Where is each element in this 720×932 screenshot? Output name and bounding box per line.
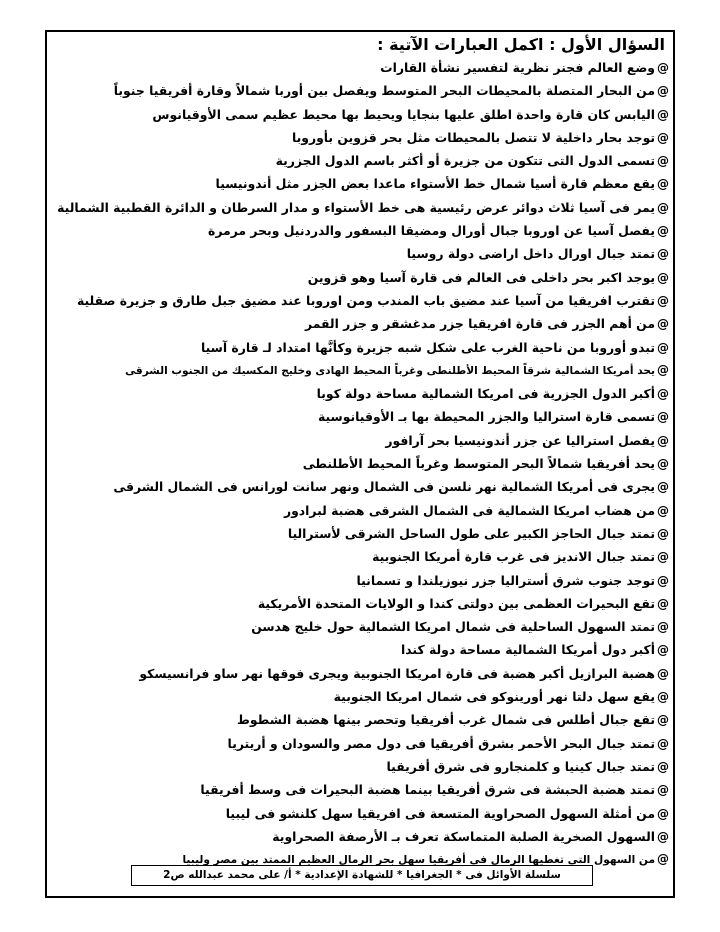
statement-text: يوجد اكبر بحر داخلى فى العالم فى قارة آسيا وهو قزوين bbox=[307, 269, 655, 285]
statement-text: هضبة البرازيل أكبر هضبة فى قارة امريكا الجنوبية ويجرى فوقها نهر ساو فرانسيسكو bbox=[139, 665, 655, 681]
statement-line bbox=[51, 405, 669, 428]
at-bullet-icon: @ bbox=[657, 154, 669, 169]
statement-line bbox=[51, 708, 669, 731]
at-bullet-icon: @ bbox=[657, 806, 669, 821]
at-bullet-icon: @ bbox=[657, 643, 669, 658]
statement-line bbox=[51, 662, 669, 685]
statement-text: تقترب افريقيا من آسيا عند مضيق باب المندب ومن اوروبا عند مضيق جبل طارق و جزيرة صقلية bbox=[76, 292, 655, 308]
worksheet-page bbox=[45, 30, 675, 898]
statement-line bbox=[51, 382, 669, 405]
question-title: السؤال الأول : اكمل العبارات الآتية : bbox=[377, 35, 665, 54]
at-bullet-icon: @ bbox=[657, 177, 669, 192]
statement-text: تمتد جبال كينيا و كلمنجارو فى شرق أفريقيا bbox=[386, 758, 655, 774]
at-bullet-icon: @ bbox=[657, 270, 669, 285]
at-bullet-icon: @ bbox=[657, 84, 669, 99]
statement-text: من السهول التى تغطيها الرمال فى أفريقيا سهل بحر الرمال العظيم الممتد بين مصر وليبيا bbox=[182, 854, 655, 867]
at-bullet-icon: @ bbox=[657, 480, 669, 495]
at-bullet-icon: @ bbox=[657, 200, 669, 215]
statement-line bbox=[51, 615, 669, 638]
statement-line bbox=[51, 266, 669, 289]
at-bullet-icon: @ bbox=[657, 503, 669, 518]
statement-line bbox=[51, 638, 669, 661]
statement-line bbox=[51, 126, 669, 149]
at-bullet-icon: @ bbox=[657, 293, 669, 308]
statement-text: تمتد جبال اورال داخل اراضى دولة روسيا bbox=[406, 246, 655, 262]
at-bullet-icon: @ bbox=[657, 526, 669, 541]
at-bullet-icon: @ bbox=[657, 550, 669, 565]
statement-text: تسمى الدول التى تتكون من جزيرة أو أكثر باسم الدول الجزرية bbox=[275, 153, 655, 169]
statement-line bbox=[51, 312, 669, 335]
statement-text: أكبر دول أمريكا الشمالية مساحة دولة كندا bbox=[400, 642, 655, 658]
statement-text: يفصل استراليا عن جزر أندونيسيا بحر آرافور bbox=[385, 432, 655, 448]
statement-line bbox=[51, 802, 669, 825]
statement-line bbox=[51, 825, 669, 848]
statement-text: وضع العالم فجنر نظرية لتفسير نشأة القارات bbox=[380, 60, 655, 75]
statement-text: تقع جبال أطلس فى شمال غرب أفريقيا وتحصر بينها هضبة الشطوط bbox=[237, 712, 655, 728]
at-bullet-icon: @ bbox=[657, 690, 669, 705]
statement-line bbox=[51, 569, 669, 592]
statement-line bbox=[51, 755, 669, 778]
statement-text: من البحار المتصلة بالمحيطات البحر المتوسط ويفصل بين أوربا شمالاً وقارة أفريقيا جنوباً bbox=[113, 83, 655, 99]
statement-line bbox=[51, 732, 669, 755]
statement-text: يقع سهل دلتا نهر أورينوكو فى شمال امريكا الجنوبية bbox=[333, 689, 655, 705]
statement-line bbox=[51, 592, 669, 615]
statement-text: السهول الصخرية الصلبة المتماسكة تعرف بـ الأرصفة الصحراوية bbox=[272, 828, 655, 844]
statement-text: يقع معظم قارة أسيا شمال خط الأستواء ماعدا بعض الجزر مثل أندونيسيا bbox=[215, 176, 655, 192]
statement-line bbox=[51, 196, 669, 219]
footer-banner: سلسلة الأوائل فى * الجغرافيا * للشهادة الإعدادية * أ/ على محمد عبدالله ص2 bbox=[131, 865, 593, 886]
statement-text: من أهم الجزر فى قارة افريقيا جزر مدغشقر و جزر القمر bbox=[305, 316, 655, 332]
statement-text: تمتد جبال البحر الأحمر بشرق أفريقيا فى دول مصر والسودان و أريتريا bbox=[227, 735, 655, 751]
at-bullet-icon: @ bbox=[657, 317, 669, 332]
at-bullet-icon: @ bbox=[657, 362, 669, 377]
statements-list bbox=[47, 56, 673, 871]
statement-text: تبدو أوروبا من ناحية الغرب على شكل شبه جزيرة وكأنَّها امتداد لـ قارة آسيا bbox=[200, 339, 655, 355]
statement-text: أكبر الدول الجزرية فى امريكا الشمالية مساحة دولة كوبا bbox=[316, 386, 655, 402]
statement-text: يفصل آسيا عن اوروبا جبال أورال ومضيقا البسفور والدردنيل وبحر مرمرة bbox=[208, 223, 655, 239]
statement-line bbox=[51, 103, 669, 126]
statement-line bbox=[51, 79, 669, 102]
at-bullet-icon: @ bbox=[657, 829, 669, 844]
at-bullet-icon: @ bbox=[657, 620, 669, 635]
at-bullet-icon: @ bbox=[657, 247, 669, 262]
at-bullet-icon: @ bbox=[657, 713, 669, 728]
statement-line bbox=[51, 522, 669, 545]
statement-text: يحد أفريقيا شمالاً البحر المتوسط وغرباً المحيط الأطلنطى bbox=[302, 456, 655, 472]
statement-text: تقع البحيرات العظمى بين دولتى كندا و الولايات المتحدة الأمريكية bbox=[257, 595, 655, 611]
statement-text: توجد بحار داخلية لا تتصل بالمحيطات مثل بحر قزوين بأوروبا bbox=[291, 129, 655, 145]
statement-line bbox=[51, 289, 669, 312]
at-bullet-icon: @ bbox=[657, 130, 669, 145]
at-bullet-icon: @ bbox=[657, 852, 669, 867]
at-bullet-icon: @ bbox=[657, 759, 669, 774]
statement-line bbox=[51, 778, 669, 801]
statement-line bbox=[51, 499, 669, 522]
at-bullet-icon: @ bbox=[657, 736, 669, 751]
statement-line bbox=[51, 452, 669, 475]
at-bullet-icon: @ bbox=[657, 224, 669, 239]
statement-line bbox=[51, 429, 669, 452]
at-bullet-icon: @ bbox=[657, 457, 669, 472]
at-bullet-icon: @ bbox=[657, 666, 669, 681]
at-bullet-icon: @ bbox=[657, 387, 669, 402]
statement-text: توجد جنوب شرق أستراليا جزر نيوزيلندا و تسمانيا bbox=[356, 572, 655, 588]
at-bullet-icon: @ bbox=[657, 61, 669, 75]
statement-text: يمر فى آسيا ثلاث دوائر عرض رئيسية هى خط الأستواء و مدار السرطان و الدائرة القطبية الشمالية bbox=[57, 199, 655, 215]
statement-line bbox=[51, 336, 669, 359]
statement-line bbox=[51, 685, 669, 708]
statement-text: يجرى فى أمريكا الشمالية نهر نلسن فى الشمال ونهر سانت لورانس فى الشمال الشرقى bbox=[113, 479, 655, 495]
statement-text: تسمى قارة استراليا والجزر المحيطة بها بـ الأوقيانوسية bbox=[317, 409, 655, 425]
at-bullet-icon: @ bbox=[657, 410, 669, 425]
statement-text: تمتد السهول الساحلية فى شمال امريكا الشمالية حول خليج هدسن bbox=[251, 619, 655, 635]
statement-line bbox=[51, 545, 669, 568]
at-bullet-icon: @ bbox=[657, 783, 669, 798]
statement-text: اليابس كان قارة واحدة اطلق عليها بنجايا ويحيط بها محيط عظيم سمى الأوقيانوس bbox=[152, 106, 655, 122]
statement-line bbox=[51, 359, 669, 382]
at-bullet-icon: @ bbox=[657, 573, 669, 588]
statement-text: من أمثلة السهول الصحراوية المتسعة فى افريقيا سهل كلنشو فى ليبيا bbox=[225, 805, 655, 821]
statement-line bbox=[51, 172, 669, 195]
statement-text: من هضاب امريكا الشمالية فى الشمال الشرقى هضبة لبرادور bbox=[283, 502, 655, 518]
statement-text: تمتد جبال الحاجز الكبير على طول الساحل الشرقى لأستراليا bbox=[287, 525, 655, 541]
statement-text: يحد أمريكا الشمالية شرقاً المحيط الأطلنطى وغرباً المحيط الهادى وخليج المكسيك من الجنوب الشرقى bbox=[125, 364, 655, 377]
statement-text: تمتد هضبة الحبشة فى شرق أفريقيا بينما هضبة البحيرات فى وسط أفريقيا bbox=[200, 782, 655, 798]
at-bullet-icon: @ bbox=[657, 107, 669, 122]
statement-text: تمتد جبال الانديز فى غرب قارة أمريكا الجنوبية bbox=[372, 549, 655, 565]
at-bullet-icon: @ bbox=[657, 596, 669, 611]
statement-line bbox=[51, 242, 669, 265]
at-bullet-icon: @ bbox=[657, 433, 669, 448]
statement-line bbox=[51, 219, 669, 242]
statement-line bbox=[51, 149, 669, 172]
statement-line bbox=[51, 475, 669, 498]
statement-line bbox=[51, 56, 669, 79]
at-bullet-icon: @ bbox=[657, 340, 669, 355]
